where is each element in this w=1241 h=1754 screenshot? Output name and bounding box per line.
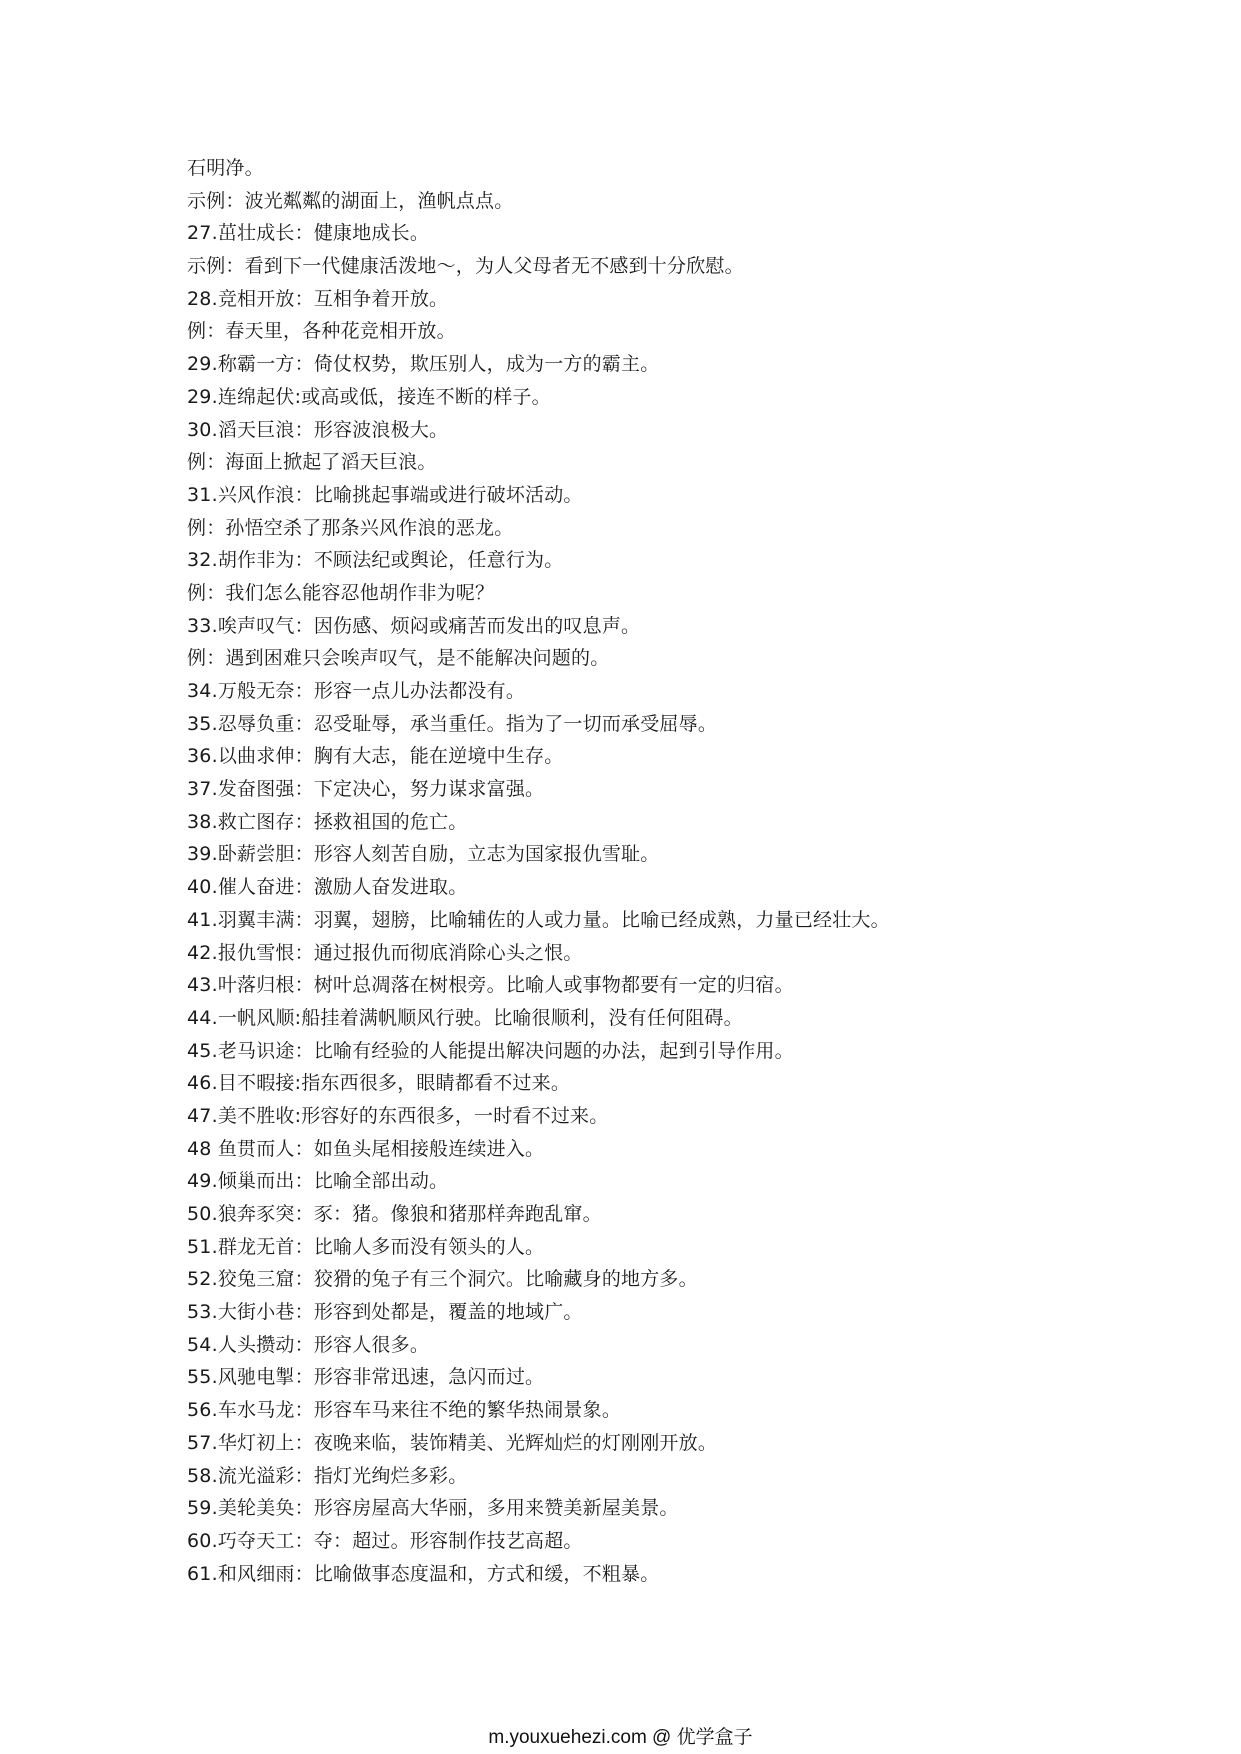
text-line: 59.美轮美奂：形容房屋高大华丽，多用来赞美新屋美景。	[187, 1497, 679, 1520]
text-line: 60.巧夺天工：夺：超过。形容制作技艺高超。	[187, 1529, 583, 1552]
text-line: 27.茁壮成长：健康地成长。	[187, 222, 430, 245]
text-line: 28.竞相开放：互相争着开放。	[187, 287, 449, 310]
text-line: 29.连绵起伏:或高或低，接连不断的样子。	[187, 385, 551, 408]
text-line: 49.倾巢而出：比喻全部出动。	[187, 1170, 449, 1193]
text-line: 39.卧薪尝胆：形容人刻苦自励，立志为国家报仇雪耻。	[187, 843, 660, 866]
text-line: 例：遇到困难只会唉声叹气，是不能解决问题的。	[187, 647, 610, 670]
text-line: 58.流光溢彩：指灯光绚烂多彩。	[187, 1464, 468, 1487]
text-line: 61.和风细雨：比喻做事态度温和，方式和缓，不粗暴。	[187, 1562, 660, 1585]
text-line: 35.忍辱负重：忍受耻辱，承当重任。指为了一切而承受屈辱。	[187, 712, 718, 735]
text-line: 47.美不胜收:形容好的东西很多，一时看不过来。	[187, 1104, 609, 1127]
text-line: 55.风驰电掣：形容非常迅速，急闪而过。	[187, 1366, 545, 1389]
text-line: 示例：波光粼粼的湖面上，渔帆点点。	[187, 189, 514, 212]
text-line: 34.万般无奈：形容一点儿办法都没有。	[187, 680, 526, 702]
text-line: 例：春天里，各种花竞相开放。	[187, 320, 456, 343]
text-line: 53.大街小巷：形容到处都是，覆盖的地域广。	[187, 1301, 583, 1324]
text-line: 54.人头攒动：形容人很多。	[187, 1333, 430, 1356]
text-line: 例：我们怎么能容忍他胡作非为呢？	[187, 581, 495, 604]
idiom-list	[187, 152, 1197, 1590]
text-line: 57.华灯初上：夜晚来临，装饰精美、光辉灿烂的灯刚刚开放。	[187, 1431, 718, 1454]
text-line: 48 鱼贯而人：如鱼头尾相接般连续进入。	[187, 1137, 545, 1160]
text-line: 51.群龙无首：比喻人多而没有领头的人。	[187, 1235, 545, 1258]
text-line: 56.车水马龙：形容车马来往不绝的繁华热闹景象。	[187, 1399, 622, 1422]
text-line: 石明净。	[187, 157, 264, 179]
text-line: 31.兴风作浪：比喻挑起事端或进行破坏活动。	[187, 483, 583, 506]
text-line: 37.发奋图强：下定决心，努力谋求富强。	[187, 778, 545, 801]
text-line: 29.称霸一方：倚仗权势，欺压别人，成为一方的霸主。	[187, 353, 660, 376]
text-line: 52.狡兔三窟：狡猾的兔子有三个洞穴。比喻藏身的地方多。	[187, 1268, 698, 1291]
text-line: 45.老马识途：比喻有经验的人能提出解决问题的办法，起到引导作用。	[187, 1039, 794, 1062]
text-line: 33.唉声叹气：因伤感、烦闷或痛苦而发出的叹息声。	[187, 614, 641, 637]
text-line: 40.催人奋进：激励人奋发进取。	[187, 876, 468, 899]
text-line: 43.叶落归根：树叶总凋落在树根旁。比喻人或事物都要有一定的归宿。	[187, 974, 794, 997]
text-line: 30.滔天巨浪：形容波浪极大。	[187, 418, 449, 441]
text-line: 例：孙悟空杀了那条兴风作浪的恶龙。	[187, 516, 514, 539]
text-line: 50.狼奔豕突：豕：猪。像狼和猪那样奔跑乱窜。	[187, 1203, 602, 1225]
footer-watermark: m.youxuehezi.com @ 优学盒子	[488, 1727, 753, 1748]
text-line: 41.羽翼丰满：羽翼，翅膀，比喻辅佐的人或力量。比喻已经成熟，力量已经壮大。	[187, 908, 890, 931]
text-line: 示例：看到下一代健康活泼地～，为人父母者无不感到十分欣慰。	[187, 255, 744, 278]
text-line: 42.报仇雪恨：通过报仇而彻底消除心头之恨。	[187, 941, 583, 964]
text-line: 38.救亡图存：拯救祖国的危亡。	[187, 810, 468, 833]
text-line: 例：海面上掀起了滔天巨浪。	[187, 451, 437, 474]
text-line: 44.一帆风顺:船挂着满帆顺风行驶。比喻很顺利，没有任何阻碍。	[187, 1006, 743, 1029]
text-line: 46.目不暇接:指东西很多，眼睛都看不过来。	[187, 1072, 571, 1095]
text-line: 36.以曲求伸：胸有大志，能在逆境中生存。	[187, 745, 564, 768]
text-line: 32.胡作非为：不顾法纪或舆论，任意行为。	[187, 549, 564, 572]
